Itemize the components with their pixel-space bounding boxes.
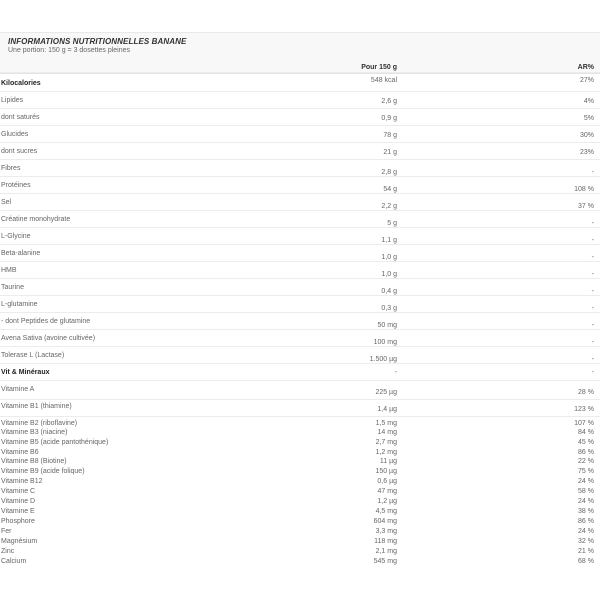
nutrient-ar: - <box>591 369 594 376</box>
nutrient-ar: 86 % <box>578 449 594 456</box>
row-divider <box>0 159 600 160</box>
column-header-ar: AR% <box>577 64 594 71</box>
nutrient-name: Protéines <box>1 182 31 189</box>
nutrient-ar: 27% <box>579 77 594 84</box>
nutrient-quantity: 5 g <box>387 220 397 227</box>
nutrient-ar: 21 % <box>578 548 594 555</box>
nutrient-ar: - <box>591 271 594 278</box>
row-divider <box>0 210 600 211</box>
nutrient-name: - dont Peptides de glutamine <box>1 318 91 325</box>
nutrient-name: Vit & Minéraux <box>1 369 50 376</box>
nutrient-quantity: 4,5 mg <box>375 508 397 515</box>
nutrient-name: Vitamine B9 (acide folique) <box>1 468 85 475</box>
nutrient-name: Calcium <box>1 558 27 565</box>
column-header-quantity: Pour 150 g <box>361 64 397 71</box>
nutrient-name: Fer <box>1 528 12 535</box>
nutrient-name: Phosphore <box>1 518 35 525</box>
row-divider <box>0 72 600 73</box>
nutrient-quantity: 2,8 g <box>381 169 397 176</box>
nutrient-ar: 23% <box>579 149 594 156</box>
nutrient-quantity: 47 mg <box>377 488 397 495</box>
row-divider <box>0 227 600 228</box>
nutrient-name: Créatine monohydrate <box>1 216 71 223</box>
nutrient-name: Vitamine B8 (Biotine) <box>1 458 67 465</box>
nutrient-ar: - <box>591 356 594 363</box>
nutrient-quantity: 0,4 g <box>381 288 397 295</box>
row-divider <box>0 399 600 400</box>
nutrient-ar: - <box>591 169 594 176</box>
nutrient-name: L-glutamine <box>1 301 38 308</box>
nutrient-quantity: 1,4 µg <box>377 406 397 413</box>
nutrient-ar: 123 % <box>574 406 594 413</box>
nutrient-name: dont saturés <box>1 114 40 121</box>
row-divider <box>0 125 600 126</box>
row-divider <box>0 295 600 296</box>
nutrient-name: Sel <box>1 199 12 206</box>
nutrient-ar: 5% <box>583 115 594 122</box>
nutrient-ar: - <box>591 237 594 244</box>
nutrient-quantity: 545 mg <box>373 558 397 565</box>
nutrient-quantity: 1,2 µg <box>377 498 397 505</box>
row-divider <box>0 346 600 347</box>
row-divider <box>0 244 600 245</box>
nutrient-ar: - <box>591 322 594 329</box>
nutrient-ar: 45 % <box>578 439 594 446</box>
nutrient-name: Vitamine C <box>1 488 36 495</box>
nutrient-ar: 58 % <box>578 488 594 495</box>
nutrient-name: Beta-alanine <box>1 250 41 257</box>
nutrient-name: Kilocalories <box>1 80 41 87</box>
nutrient-name: Vitamine B1 (thiamine) <box>1 403 72 410</box>
nutrient-quantity: 11 µg <box>379 458 397 465</box>
nutrient-name: Taurine <box>1 284 24 291</box>
nutrient-quantity: 54 g <box>383 186 397 193</box>
table-header-banner <box>0 32 600 74</box>
row-divider <box>0 329 600 330</box>
nutrient-ar: 86 % <box>578 518 594 525</box>
nutrient-name: Vitamine D <box>1 498 36 505</box>
nutrient-quantity: 548 kcal <box>370 77 397 84</box>
nutrient-ar: 24 % <box>578 498 594 505</box>
nutrient-quantity: 150 µg <box>375 468 397 475</box>
row-divider <box>0 176 600 177</box>
nutrient-quantity: 78 g <box>383 132 397 139</box>
nutrient-quantity: 118 mg <box>374 538 397 545</box>
nutrient-ar: 4% <box>583 98 594 105</box>
portion-subtitle: Une portion: 150 g = 3 dosettes pleines <box>8 47 131 54</box>
nutrient-name: L-Glycine <box>1 233 31 240</box>
row-divider <box>0 91 600 92</box>
nutrient-ar: 24 % <box>578 528 594 535</box>
nutrient-quantity: 1,1 g <box>381 237 397 244</box>
nutrient-quantity: 14 mg <box>377 429 397 436</box>
nutrient-ar: 22 % <box>578 458 594 465</box>
nutrient-name: Vitamine E <box>1 508 35 515</box>
nutrient-ar: 32 % <box>578 538 594 545</box>
nutrient-quantity: 1,2 mg <box>375 449 397 456</box>
nutrient-name: Vitamine B12 <box>1 478 43 485</box>
nutrient-quantity: 1.500 µg <box>369 356 397 363</box>
row-divider <box>0 108 600 109</box>
row-divider <box>0 142 600 143</box>
nutrient-name: HMB <box>1 267 17 274</box>
nutrient-ar: 108 % <box>574 186 594 193</box>
nutrient-ar: - <box>591 339 594 346</box>
nutrient-ar: 37 % <box>578 203 594 210</box>
row-divider <box>0 193 600 194</box>
row-divider <box>0 416 600 417</box>
nutrient-quantity: 50 mg <box>377 322 397 329</box>
nutrient-name: Magnésium <box>1 538 38 545</box>
nutrient-quantity: 2,1 mg <box>375 548 397 555</box>
nutrient-ar: - <box>591 288 594 295</box>
row-divider <box>0 278 600 279</box>
nutrient-quantity: 2,6 g <box>381 98 397 105</box>
nutrient-name: Avena Sativa (avoine cultivée) <box>1 335 96 342</box>
nutrient-ar: - <box>591 220 594 227</box>
nutrient-ar: 75 % <box>578 468 594 475</box>
nutrient-name: dont sucres <box>1 148 38 155</box>
nutrient-quantity: 604 mg <box>373 518 397 525</box>
nutrient-ar: - <box>591 305 594 312</box>
nutrient-name: Glucides <box>1 131 29 138</box>
nutrient-quantity: 0,3 g <box>381 305 397 312</box>
nutrient-ar: 28 % <box>578 389 594 396</box>
nutrient-name: Vitamine B3 (niacine) <box>1 429 68 436</box>
row-divider <box>0 363 600 364</box>
row-divider <box>0 380 600 381</box>
nutrient-quantity: 2,2 g <box>381 203 397 210</box>
nutrient-ar: 38 % <box>578 508 594 515</box>
nutrient-quantity: 21 g <box>383 149 397 156</box>
nutrient-quantity: 2,7 mg <box>375 439 397 446</box>
nutrient-quantity: 0,9 g <box>381 115 397 122</box>
nutrient-quantity: 225 µg <box>375 389 397 396</box>
nutrient-ar: 84 % <box>578 429 594 436</box>
nutrient-quantity: 3,3 mg <box>375 528 397 535</box>
nutrient-name: Vitamine B2 (riboflavine) <box>1 420 78 427</box>
page-title: INFORMATIONS NUTRITIONNELLES BANANE <box>8 37 187 46</box>
nutrient-name: Vitamine B6 <box>1 449 39 456</box>
nutrient-ar: 24 % <box>578 478 594 485</box>
nutrient-name: Lipides <box>1 97 24 104</box>
nutrient-quantity: - <box>394 369 397 376</box>
nutrient-name: Zinc <box>1 548 15 555</box>
nutrient-ar: - <box>591 254 594 261</box>
nutrient-name: Fibres <box>1 165 21 172</box>
nutrient-quantity: 1,0 g <box>381 271 397 278</box>
nutrient-quantity: 1,0 g <box>381 254 397 261</box>
nutrient-quantity: 100 mg <box>373 339 397 346</box>
nutrient-name: Tolerase L (Lactase) <box>1 352 65 359</box>
row-divider <box>0 312 600 313</box>
nutrient-ar: 30% <box>579 132 594 139</box>
nutrient-quantity: 1,5 mg <box>375 420 397 427</box>
nutrient-quantity: 0,6 µg <box>377 478 397 485</box>
nutrient-ar: 68 % <box>578 558 594 565</box>
row-divider <box>0 261 600 262</box>
nutrient-name: Vitamine A <box>1 386 35 393</box>
nutrient-ar: 107 % <box>574 420 594 427</box>
nutrient-name: Vitamine B5 (acide pantothénique) <box>1 439 109 446</box>
